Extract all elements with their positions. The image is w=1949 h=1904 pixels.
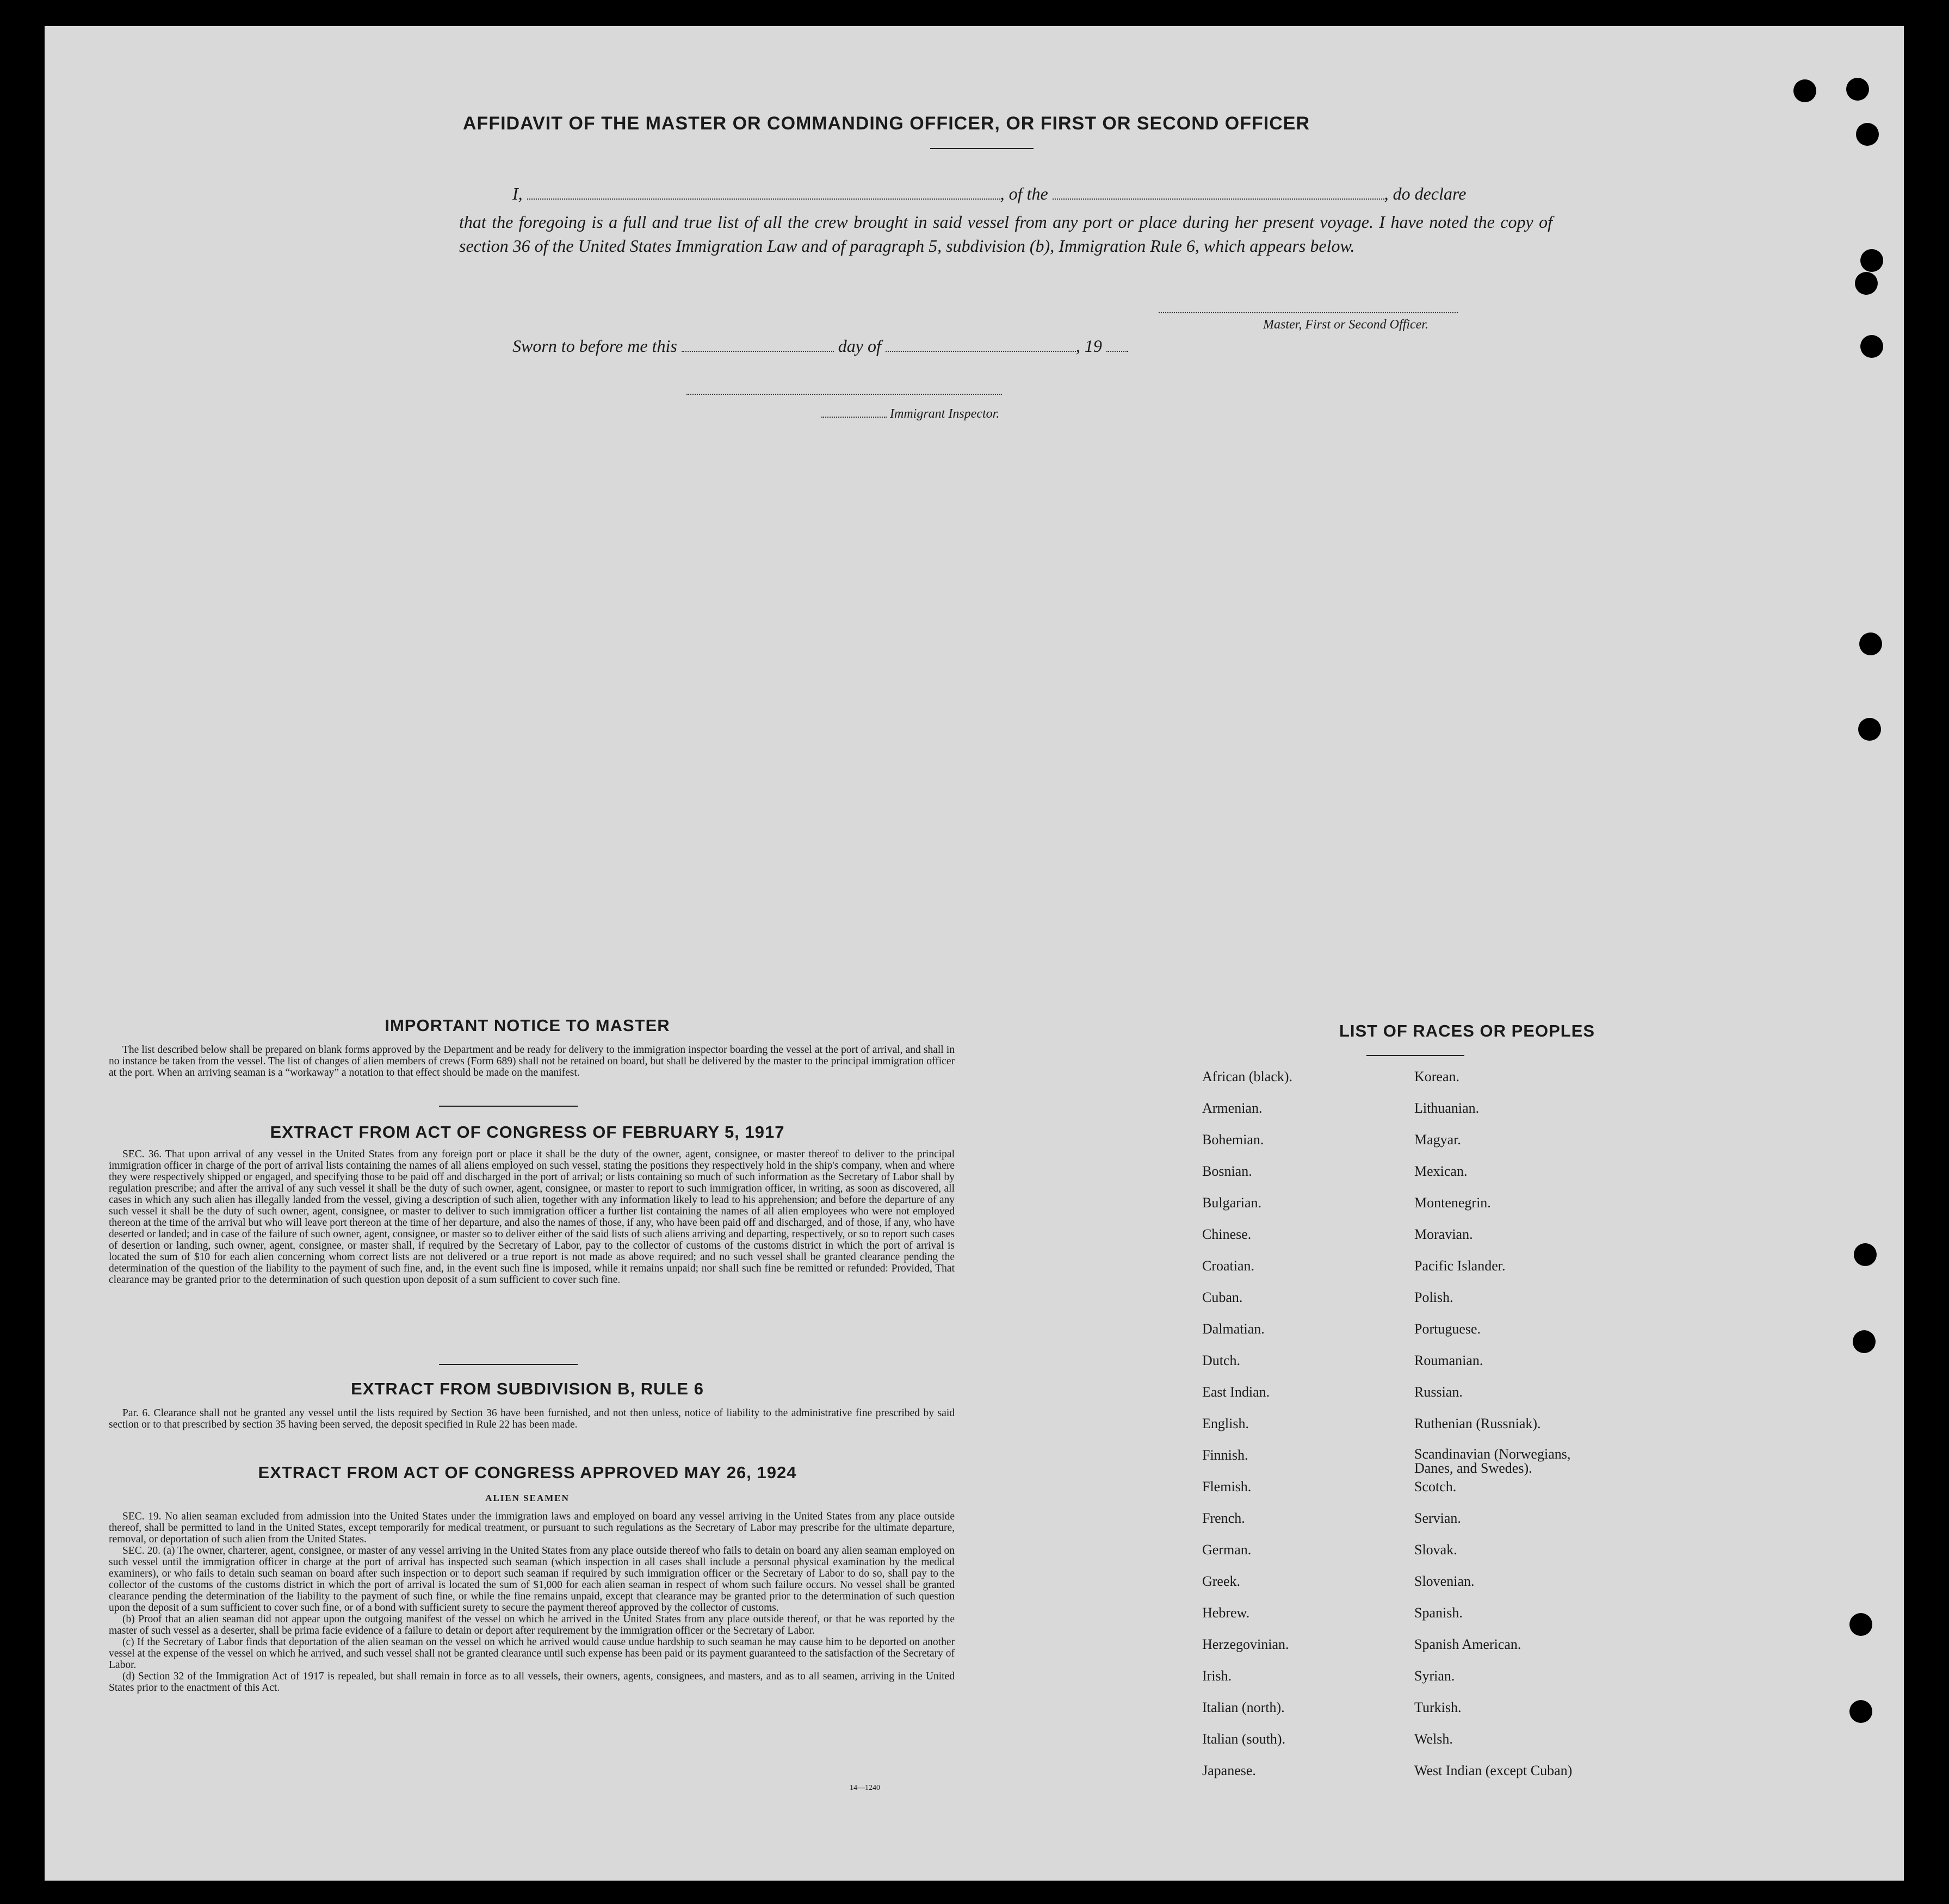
- section-rule: [439, 1106, 578, 1107]
- race-item: Irish.: [1202, 1668, 1232, 1684]
- race-item: Spanish American.: [1414, 1636, 1521, 1652]
- sworn-prefix: Sworn to before me this: [512, 336, 677, 356]
- race-item: Montenegrin.: [1414, 1195, 1491, 1211]
- alien-seamen-subtitle: ALIEN SEAMEN: [485, 1493, 570, 1503]
- race-item: Mexican.: [1414, 1163, 1468, 1179]
- punch-hole: [1849, 1700, 1872, 1723]
- punch-hole: [1856, 123, 1879, 146]
- extract-1924-paragraph: SEC. 20. (a) The owner, charterer, agent, consignee, or master of any vessel arriving in the United States from any place outside thereof who fails to detain on board any alien seaman employed on such vessel until the immigration officer in charge at the port of arrival has inspected such seaman (which inspection in all cases shall include a personal physical examination by the medical examiners), or who fails to detain such seaman on board after such inspection or to deport such seaman if required by such immigration officer or the Secretary of Labor to do so, shall pay to the collector of the customs of the customs district in which the port of arrival is located the sum of $1,000 for each alien seaman in respect of whom such failure occurs. No vessel shall be granted clearance pending the determination of the liability to the payment of such fine, or while the fine remains unpaid, except that clearance may be granted prior to the determination of such question upon the deposit of a sum sufficient to cover such fine, or of a bond with sufficient surety to secure the payment thereof approved by the collector of customs.: [109, 1545, 955, 1614]
- sworn-day-of: day of: [838, 336, 881, 356]
- race-item: African (black).: [1202, 1069, 1293, 1084]
- race-item: East Indian.: [1202, 1384, 1270, 1400]
- title-rule: [930, 148, 1034, 149]
- race-item: Moravian.: [1414, 1226, 1473, 1242]
- race-item: Bohemian.: [1202, 1132, 1264, 1148]
- master-signature-caption: Master, First or Second Officer.: [1263, 318, 1428, 332]
- vessel-name-field[interactable]: [1053, 184, 1384, 200]
- sworn-line: [512, 336, 1128, 356]
- race-item: Slovak.: [1414, 1542, 1457, 1558]
- race-item: Dutch.: [1202, 1353, 1241, 1368]
- race-item: Polish.: [1414, 1289, 1453, 1305]
- declaration-do-declare: , do declare: [1384, 184, 1467, 203]
- race-item: West Indian (except Cuban): [1414, 1763, 1573, 1778]
- extract-1924-paragraph: (d) Section 32 of the Immigration Act of 1917 is repealed, but shall remain in force as to all vessels, their owners, agents, consignees, and masters, and as to all seamen, arriving in the United States prior to the enactment of this Act.: [109, 1671, 955, 1694]
- extract-1917-text: [109, 1149, 955, 1286]
- race-item: Ruthenian (Russniak).: [1414, 1416, 1541, 1431]
- race-item: Finnish.: [1202, 1447, 1248, 1463]
- punch-hole: [1846, 78, 1869, 101]
- race-item: Roumanian.: [1414, 1353, 1483, 1368]
- extract-rule6-text: [109, 1407, 955, 1430]
- race-item: Cuban.: [1202, 1289, 1243, 1305]
- form-page: [45, 26, 1904, 1881]
- punch-hole: [1853, 1330, 1876, 1353]
- race-item: Bosnian.: [1202, 1163, 1252, 1179]
- punch-hole: [1860, 335, 1883, 358]
- extract-1917-paragraph: SEC. 36. That upon arrival of any vessel in the United States from any foreign port or place it shall be the duty of the owner, agent, consignee, or master thereof to deliver to the principal immigration officer in charge of the port of arrival lists containing the names of all aliens employed on such vessel, stating the positions they respectively hold in the ship's company, when and where they were respectively shipped or engaged, and specifying those to be paid off and discharged in the port of arrival; or lists containing so much of such information as the Secretary of Labor shall by regulation prescribe; and after the arrival of any such vessel it shall be the duty of such owner, agent, consignee, or master to report to such immigration officer, in writing, as soon as discovered, all cases in which any such alien has illegally landed from the vessel, giving a description of such alien, together with any information likely to lead to his apprehension; and before the departure of any such vessel it shall be the duty of such owner, agent, consignee, or master to deliver to such immigration officer a further list containing the names of all alien employees who were not employed thereon at the time of the arrival but who will leave port thereon at the time of her departure, and also the names of those, if any, who have been paid off and discharged, and of those, if any, who have deserted or landed; and in case of the failure of such owner, agent, consignee, or master so to deliver either of the said lists of such aliens arriving and departing, respectively, or so to report such cases of desertion or landing, such owner, agent, consignee, or master shall, if required by the Secretary of Labor, pay to the collector of customs of the customs district in which the port of arrival is located the sum of $10 for each alien concerning whom correct lists are not delivered or a true report is not made as above required; and no such vessel shall be granted clearance pending the determination of the question of the liability to the payment of such fine, and, in the event such fine is imposed, while it remains unpaid; nor shall such fine be remitted or refunded: Provided, That clearance may be granted prior to the determination of such question upon deposit of a sum sufficient to cover such fine.: [109, 1149, 955, 1286]
- race-item: Bulgarian.: [1202, 1195, 1262, 1211]
- race-item: Scandinavian (Norwegians, Danes, and Swedes).: [1414, 1446, 1571, 1476]
- punch-hole: [1849, 1613, 1872, 1636]
- extract-rule6-paragraph: Par. 6. Clearance shall not be granted any vessel until the lists required by Section 36 have been furnished, and not then unless, notice of liability to the administrative fine prescribed by said section or to that prescribed by section 35 having been served, the deposit specified in Rule 22 has been made.: [109, 1407, 955, 1430]
- notice-title: IMPORTANT NOTICE TO MASTER: [385, 1016, 670, 1035]
- race-item: Portuguese.: [1414, 1321, 1481, 1337]
- races-left-column: [1202, 1069, 1292, 1794]
- race-item: Hebrew.: [1202, 1605, 1250, 1621]
- extract-1924-text: [109, 1511, 955, 1694]
- extract-1917-title: EXTRACT FROM ACT OF CONGRESS OF FEBRUARY 5, 1917: [270, 1122, 785, 1142]
- race-item: Pacific Islander.: [1414, 1258, 1506, 1274]
- punch-hole: [1854, 1243, 1877, 1266]
- affidavit-title: AFFIDAVIT OF THE MASTER OR COMMANDING OFFICER, OR FIRST OR SECOND OFFICER: [463, 113, 1310, 134]
- punch-hole: [1858, 718, 1881, 741]
- race-item: Korean.: [1414, 1069, 1460, 1084]
- race-item: Magyar.: [1414, 1132, 1461, 1148]
- extract-1924-paragraph: (b) Proof that an alien seaman did not appear upon the outgoing manifest of the vessel on which he arrived in the United States from any place outside thereof, or that he was reported by the master of such vessel as a deserter, shall be prima facie evidence of a failure to detain or deport after requirement by the immigration officer or the Secretary of Labor.: [109, 1614, 955, 1636]
- master-signature-line[interactable]: [1159, 312, 1458, 314]
- race-item: Armenian.: [1202, 1100, 1263, 1116]
- inspector-caption-text: Immigrant Inspector.: [890, 407, 1000, 421]
- punch-hole: [1855, 272, 1878, 295]
- race-item: Italian (south).: [1202, 1731, 1286, 1747]
- races-title-rule: [1366, 1055, 1464, 1056]
- race-item: Syrian.: [1414, 1668, 1455, 1684]
- declaration-line: [512, 184, 1557, 204]
- race-item: Servian.: [1414, 1510, 1461, 1526]
- extract-1924-title: EXTRACT FROM ACT OF CONGRESS APPROVED MAY 26, 1924: [258, 1463, 797, 1482]
- extract-1924-paragraph: (c) If the Secretary of Labor finds that deportation of the alien seaman on the vessel on which he arrived would cause undue hardship to such seaman he may cause him to be deported on another vessel at the expense of the vessel on which he arrived, and such vessel shall not be granted clearance until such expense has been paid or its payment guaranteed to the satisfaction of the Secretary of Labor.: [109, 1636, 955, 1671]
- notice-text: [109, 1044, 955, 1078]
- inspector-signature-line[interactable]: [686, 394, 1002, 395]
- race-item: Turkish.: [1414, 1700, 1462, 1715]
- race-item: Russian.: [1414, 1384, 1463, 1400]
- declaration-of-the: , of the: [1000, 184, 1048, 203]
- race-item: Scotch.: [1414, 1479, 1457, 1494]
- race-item: Spanish.: [1414, 1605, 1463, 1621]
- sworn-year-field[interactable]: [1106, 337, 1128, 352]
- sworn-day-field[interactable]: [682, 337, 834, 352]
- punch-hole: [1859, 632, 1882, 655]
- extract-1924-paragraph: SEC. 19. No alien seaman excluded from admission into the United States under the immigration laws and employed on board any vessel arriving in the United States from any place outside thereof, shall be permitted to land in the United States, except temporarily for medical treatment, or pursuant to such regulations as the Secretary of Labor may prescribe for the ultimate departure, removal, or deportation of such alien from the United States.: [109, 1511, 955, 1545]
- extract-rule6-title: EXTRACT FROM SUBDIVISION B, RULE 6: [351, 1379, 704, 1398]
- inspector-dotted-lead: [821, 409, 887, 418]
- races-right-column: [1414, 1069, 1594, 1794]
- master-name-field[interactable]: [527, 184, 1000, 200]
- race-item: English.: [1202, 1416, 1249, 1431]
- race-item: Flemish.: [1202, 1479, 1252, 1494]
- race-item: Greek.: [1202, 1573, 1241, 1589]
- inspector-caption: [821, 407, 999, 421]
- race-item: French.: [1202, 1510, 1245, 1526]
- race-item: Italian (north).: [1202, 1700, 1285, 1715]
- race-item: German.: [1202, 1542, 1252, 1558]
- sworn-month-field[interactable]: [886, 337, 1076, 352]
- section-rule: [439, 1364, 578, 1365]
- sworn-year: , 19: [1075, 336, 1102, 356]
- race-item: Herzegovinian.: [1202, 1636, 1289, 1652]
- punch-hole: [1793, 79, 1816, 102]
- race-item: Welsh.: [1414, 1731, 1453, 1747]
- race-item: Chinese.: [1202, 1226, 1252, 1242]
- race-item: Croatian.: [1202, 1258, 1255, 1274]
- form-number: 14—1240: [850, 1784, 880, 1792]
- punch-hole: [1860, 249, 1883, 272]
- declaration-body: that the foregoing is a full and true list of all the crew brought in said vessel from any port or place during her present voyage. I have noted the copy of section 36 of the United States Immigration Law and of paragraph 5, subdivision (b), Immigration Rule 6, which appears below.: [459, 212, 1552, 256]
- race-item: Dalmatian.: [1202, 1321, 1265, 1337]
- race-item: Japanese.: [1202, 1763, 1256, 1778]
- race-item: Slovenian.: [1414, 1573, 1475, 1589]
- declaration-i: I,: [512, 184, 523, 203]
- notice-paragraph: The list described below shall be prepared on blank forms approved by the Department and be ready for delivery to the immigration inspector boarding the vessel at the port of arrival, and shall in no instance be taken from the vessel. The list of changes of alien members of crews (Form 689) shall not be retained on board, but shall be delivered by the master to the principal immigration officer at the port. When an arriving seaman is a “workaway” a notation to that effect should be made on the manifest.: [109, 1044, 955, 1078]
- races-title: LIST OF RACES OR PEOPLES: [1339, 1021, 1595, 1040]
- race-item: Lithuanian.: [1414, 1100, 1480, 1116]
